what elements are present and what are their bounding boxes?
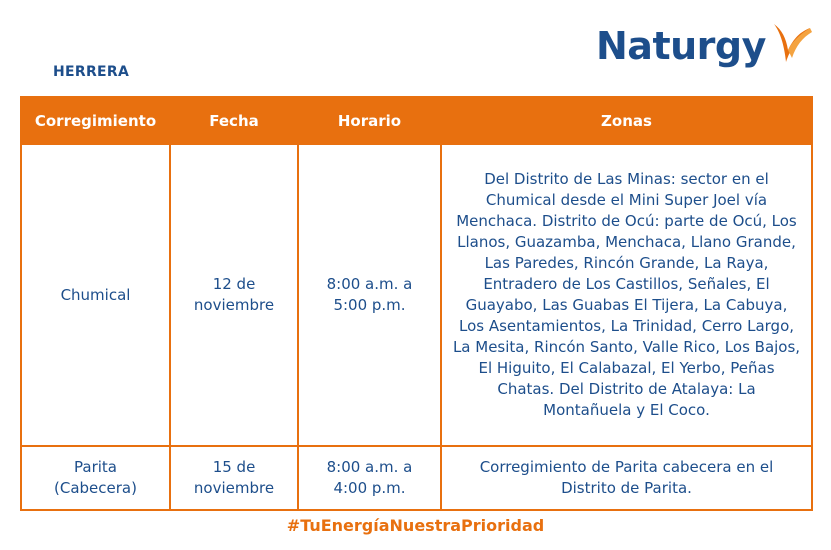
cell-horario <box>298 144 441 446</box>
butterfly-icon <box>770 18 814 66</box>
logo-text: Naturgy <box>596 24 766 68</box>
corregimiento-text: Parita (Cabecera) <box>54 458 137 497</box>
table-header-row <box>21 97 812 144</box>
cell-zonas: Del Distrito de Las Minas: sector en el Chumical desde el Mini Super Joel vía Menchaca. Distrito de Ocú: parte de Ocú, Los Llanos, Guazamba, Menchaca, Llano Grande, Las Paredes, Rincón Grande, La Raya, Entradero de Los Castillos, Señales, El Guayabo, Las Guabas El Tijera, La Cabuya, Los Asentamientos, La Trinidad, Cerro Largo, La Mesita, Rincón Santo, Valle Rico, Los Bajos, El Higuito, El Calabazal, El Yerbo, Peñas Chatas. Del Distrito de Atalaya: La Montañuela y El Coco. <box>441 144 812 446</box>
region-title: HERRERA <box>53 64 130 80</box>
header-corregimiento: Corregimiento <box>21 97 170 144</box>
fecha-text: 12 de noviembre <box>193 275 275 314</box>
cell-fecha <box>170 144 298 446</box>
cell-corregimiento: Chumical <box>21 144 170 446</box>
table-row <box>21 144 812 446</box>
table-row <box>21 446 812 510</box>
horario-text: 8:00 a.m. a 4:00 p.m. <box>326 458 413 497</box>
naturgy-logo <box>596 18 816 80</box>
cell-zonas: Corregimiento de Parita cabecera en el Distrito de Parita. <box>441 446 812 510</box>
header-fecha: Fecha <box>170 97 298 144</box>
header-horario: Horario <box>298 97 441 144</box>
schedule-table <box>20 96 813 511</box>
header-zonas: Zonas <box>441 97 812 144</box>
cell-corregimiento <box>21 446 170 510</box>
fecha-text: 15 de noviembre <box>193 458 275 497</box>
cell-horario <box>298 446 441 510</box>
horario-text: 8:00 a.m. a 5:00 p.m. <box>326 275 413 314</box>
hashtag: #TuEnergíaNuestraPrioridad <box>286 516 545 535</box>
cell-fecha <box>170 446 298 510</box>
